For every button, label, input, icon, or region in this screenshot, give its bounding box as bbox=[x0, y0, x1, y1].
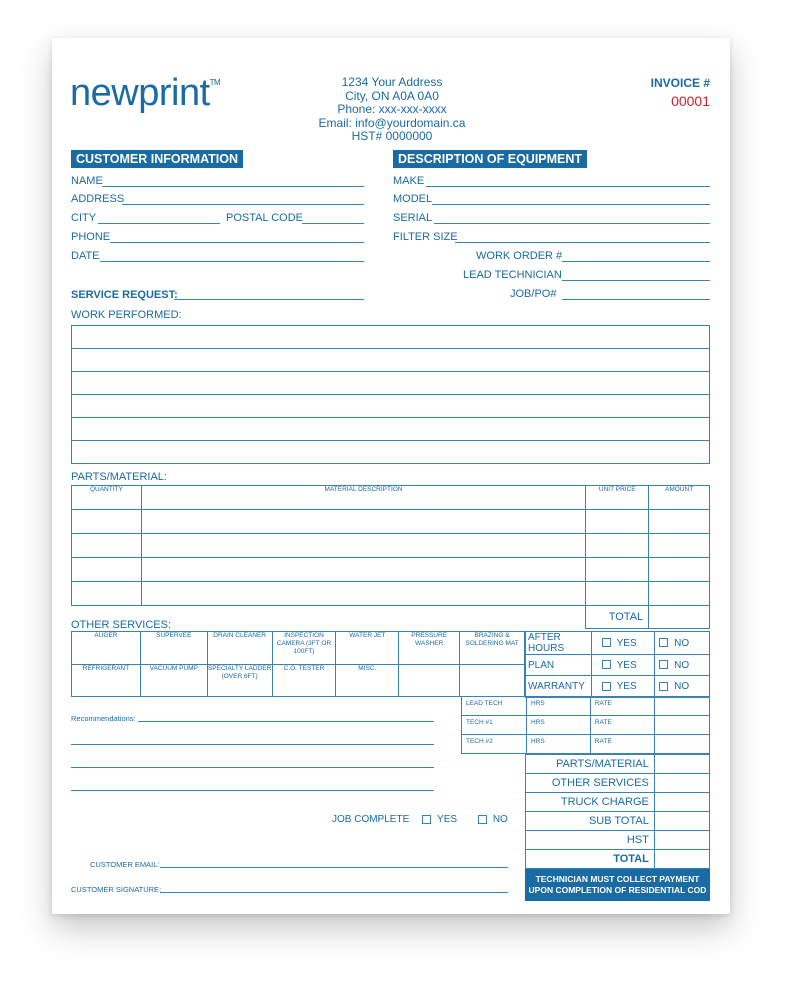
service-brazing[interactable]: BRAZING & SOLDERING MAT bbox=[460, 632, 525, 665]
customer-email-label: CUSTOMER EMAIL: bbox=[90, 860, 160, 869]
phone-label: PHONE bbox=[71, 231, 111, 243]
parts-cell[interactable] bbox=[649, 582, 710, 606]
job-complete-no-checkbox[interactable] bbox=[478, 815, 487, 824]
make-label: MAKE bbox=[393, 175, 425, 187]
parts-cell[interactable] bbox=[141, 582, 586, 606]
tech-1-hrs[interactable]: HRS bbox=[527, 716, 591, 735]
summary-total-field[interactable] bbox=[654, 850, 709, 869]
name-field[interactable] bbox=[102, 186, 364, 187]
serial-field[interactable] bbox=[434, 223, 710, 224]
warranty-label: WARRANTY bbox=[526, 676, 592, 698]
col-amount: AMOUNT bbox=[649, 486, 710, 510]
invoice-label: INVOICE # bbox=[650, 76, 710, 90]
lead-tech-hrs[interactable]: HRS bbox=[527, 697, 591, 716]
parts-cell[interactable] bbox=[586, 534, 649, 558]
address-phone: Phone: xxx-xxx-xxxx bbox=[337, 102, 447, 116]
tech-1-amount[interactable] bbox=[654, 716, 709, 735]
parts-cell[interactable] bbox=[586, 582, 649, 606]
after-hours-label: AFTER HOURS bbox=[526, 632, 592, 655]
service-co-tester[interactable]: C.O. TESTER bbox=[272, 665, 336, 697]
recommendations-line[interactable] bbox=[71, 744, 434, 745]
equipment-header: DESCRIPTION OF EQUIPMENT bbox=[393, 150, 587, 168]
tech-1-rate[interactable]: RATE bbox=[590, 716, 654, 735]
postal-code-label: POSTAL CODE bbox=[226, 212, 304, 224]
model-label: MODEL bbox=[393, 193, 433, 205]
recommendations-line[interactable] bbox=[138, 721, 434, 722]
parts-cell[interactable] bbox=[72, 558, 142, 582]
summary-parts-material-label: PARTS/MATERIAL bbox=[526, 755, 655, 774]
lead-tech-rate[interactable]: RATE bbox=[590, 697, 654, 716]
customer-signature-field[interactable] bbox=[160, 892, 508, 893]
job-complete-label: JOB COMPLETE bbox=[332, 814, 410, 825]
work-order-label: WORK ORDER # bbox=[476, 250, 563, 262]
work-line[interactable] bbox=[72, 326, 710, 349]
recommendations-label: Recommendations: bbox=[71, 714, 136, 723]
lead-tech-label: LEAD TECH bbox=[462, 697, 527, 716]
invoice-form bbox=[52, 38, 730, 914]
filter-size-field[interactable] bbox=[455, 242, 710, 243]
parts-cell[interactable] bbox=[586, 558, 649, 582]
tech-2-rate[interactable]: RATE bbox=[590, 735, 654, 754]
service-specialty-ladder[interactable]: SPECIALTY LADDER (OVER 6FT) bbox=[207, 665, 272, 697]
cod-notice bbox=[525, 869, 710, 901]
job-complete-yes-checkbox[interactable] bbox=[422, 815, 431, 824]
service-request-label: SERVICE REQUEST: bbox=[71, 289, 178, 301]
parts-table bbox=[71, 485, 710, 629]
summary-table bbox=[525, 754, 710, 869]
lead-tech-amount[interactable] bbox=[654, 697, 709, 716]
date-field[interactable] bbox=[100, 261, 364, 262]
parts-cell[interactable] bbox=[72, 510, 142, 534]
service-request-field[interactable] bbox=[174, 299, 364, 300]
customer-email-field[interactable] bbox=[160, 867, 508, 868]
other-services-table bbox=[71, 631, 525, 697]
model-field[interactable] bbox=[432, 204, 710, 205]
after-hours-yes-checkbox[interactable] bbox=[602, 638, 611, 647]
service-refrigerant[interactable]: REFRIGERANT bbox=[72, 665, 141, 697]
customer-info-header: CUSTOMER INFORMATION bbox=[71, 150, 243, 168]
summary-sub-total-label: SUB TOTAL bbox=[526, 812, 655, 831]
job-po-field[interactable] bbox=[562, 299, 710, 300]
service-water-jet[interactable]: WATER JET bbox=[336, 632, 399, 665]
work-line[interactable] bbox=[72, 395, 710, 418]
summary-hst-field[interactable] bbox=[654, 831, 709, 850]
service-inspection-camera[interactable]: INSPECTION CAMERA (3FT OR 100FT) bbox=[272, 632, 336, 665]
serial-label: SERIAL bbox=[393, 212, 433, 224]
tech-2-amount[interactable] bbox=[654, 735, 709, 754]
lead-technician-field[interactable] bbox=[562, 280, 710, 281]
summary-other-services-label: OTHER SERVICES bbox=[526, 774, 655, 793]
parts-cell[interactable] bbox=[649, 510, 710, 534]
service-misc[interactable]: MISC. bbox=[336, 665, 399, 697]
plan-label: PLAN bbox=[526, 655, 592, 676]
postal-code-field[interactable] bbox=[302, 223, 364, 224]
job-po-label: JOB/PO# bbox=[510, 288, 557, 300]
parts-cell[interactable] bbox=[72, 582, 142, 606]
tech-2-label: TECH #2 bbox=[462, 735, 527, 754]
filter-size-label: FILTER SIZE bbox=[393, 231, 458, 243]
job-complete: JOB COMPLETE YES NO bbox=[332, 814, 508, 825]
after-hours-no-checkbox[interactable] bbox=[659, 638, 668, 647]
make-field[interactable] bbox=[426, 186, 710, 187]
tech-1-label: TECH #1 bbox=[462, 716, 527, 735]
summary-truck-charge-field[interactable] bbox=[654, 793, 709, 812]
work-order-field[interactable] bbox=[562, 261, 710, 262]
address-email: Email: info@yourdomain.ca bbox=[318, 115, 466, 130]
col-quantity: QUANTITY bbox=[72, 486, 142, 510]
plan-yes-checkbox[interactable] bbox=[602, 660, 611, 669]
plan-no-checkbox[interactable] bbox=[659, 660, 668, 669]
date-label: DATE bbox=[71, 250, 100, 262]
parts-cell[interactable] bbox=[141, 510, 586, 534]
service-vacuum-pump[interactable]: VACUUM PUMP bbox=[140, 665, 207, 697]
work-performed-label: WORK PERFORMED: bbox=[71, 309, 182, 321]
parts-cell[interactable] bbox=[141, 534, 586, 558]
tech-2-hrs[interactable]: HRS bbox=[527, 735, 591, 754]
recommendations-line[interactable] bbox=[71, 767, 434, 768]
lead-technician-label: LEAD TECHNICIAN bbox=[463, 269, 562, 281]
service-auger[interactable]: AUGER bbox=[72, 632, 141, 665]
address-field[interactable] bbox=[122, 204, 364, 205]
summary-total-label: TOTAL bbox=[526, 850, 655, 869]
service-options-table: AFTER HOURS YES NO PLAN YES NO WARRANTY YES NO bbox=[525, 631, 710, 698]
address-line-1: 1234 Your Address bbox=[341, 75, 443, 89]
service-supervee[interactable]: SUPERVEE bbox=[140, 632, 207, 665]
parts-material-label: PARTS/MATERIAL: bbox=[71, 471, 167, 483]
col-unit-price: UNIT PRICE bbox=[586, 486, 649, 510]
cod-notice-line-2: UPON COMPLETION OF RESIDENTIAL COD bbox=[528, 885, 707, 895]
parts-cell[interactable] bbox=[586, 510, 649, 534]
summary-sub-total-field[interactable] bbox=[654, 812, 709, 831]
summary-hst-label: HST bbox=[526, 831, 655, 850]
customer-signature-label: CUSTOMER SIGNATURE: bbox=[71, 885, 162, 894]
invoice-number: 00001 bbox=[671, 93, 710, 109]
recommendations-line[interactable] bbox=[71, 790, 434, 791]
parts-total-field[interactable] bbox=[649, 606, 710, 629]
technician-hours-table bbox=[461, 696, 710, 754]
parts-cell[interactable] bbox=[649, 558, 710, 582]
company-address bbox=[282, 76, 502, 144]
phone-field[interactable] bbox=[110, 242, 364, 243]
work-line[interactable] bbox=[72, 372, 710, 395]
parts-cell[interactable] bbox=[72, 534, 142, 558]
cod-notice-line-1: TECHNICIAN MUST COLLECT PAYMENT bbox=[535, 874, 700, 884]
brand-logo: newprint™ bbox=[70, 72, 221, 114]
summary-truck-charge-label: TRUCK CHARGE bbox=[526, 793, 655, 812]
col-material-description: MATERIAL DESCRIPTION bbox=[141, 486, 586, 510]
parts-cell[interactable] bbox=[649, 534, 710, 558]
work-line[interactable] bbox=[72, 349, 710, 372]
city-label: CITY bbox=[71, 212, 97, 224]
parts-cell[interactable] bbox=[141, 558, 586, 582]
other-services-label: OTHER SERVICES: bbox=[71, 619, 172, 631]
work-line[interactable] bbox=[72, 418, 710, 441]
summary-parts-material-field[interactable] bbox=[654, 755, 709, 774]
name-label: NAME bbox=[71, 175, 103, 187]
service-pressure-washer[interactable]: PRESSURE WASHER bbox=[399, 632, 460, 665]
service-drain-cleaner[interactable]: DRAIN CLEANER bbox=[207, 632, 272, 665]
address-label: ADDRESS bbox=[71, 193, 125, 205]
work-performed-table bbox=[71, 325, 710, 464]
summary-other-services-field[interactable] bbox=[654, 774, 709, 793]
address-hst: HST# 0000000 bbox=[351, 129, 433, 143]
warranty-yes-checkbox[interactable] bbox=[602, 682, 611, 691]
work-line[interactable] bbox=[72, 441, 710, 464]
city-field[interactable] bbox=[98, 223, 220, 224]
address-line-2: City, ON A0A 0A0 bbox=[345, 88, 439, 103]
warranty-no-checkbox[interactable] bbox=[659, 682, 668, 691]
parts-total-label: TOTAL bbox=[586, 606, 649, 629]
